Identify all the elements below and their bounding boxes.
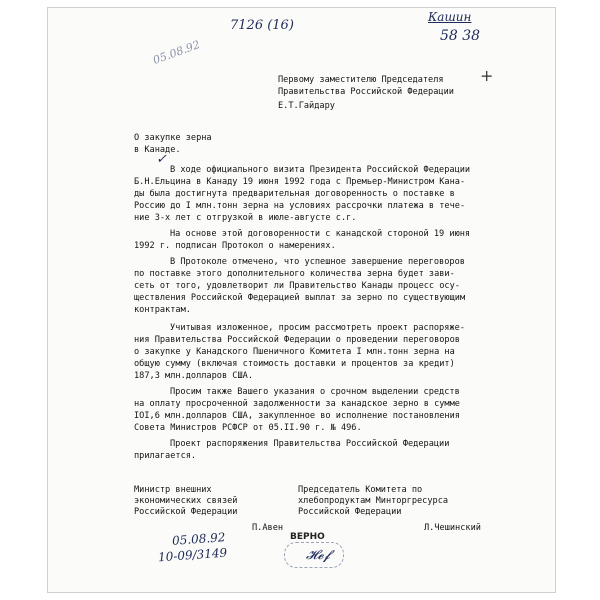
handwritten-top-right-note: Кашин — [428, 10, 472, 24]
signatory-title-left: экономических связей — [134, 496, 238, 506]
body-line: сеть от того, удовлетворит ли Правительство Канады процесс осу- — [134, 281, 460, 291]
body-line: На основе этой договоренности с канадской стороной 19 июня — [170, 229, 471, 239]
body-line: контрактам. — [134, 305, 191, 315]
addressee-line: Правительства Российской Федерации — [278, 87, 454, 97]
addressee-line: Первому заместителю Председателя — [278, 75, 444, 85]
signatory-title-right: Российской Федерации — [298, 507, 402, 517]
signatory-title-right: хлебопродуктам Минторгресурса — [298, 496, 449, 506]
handwritten-archive-number: 7126 (16) — [230, 18, 294, 33]
body-line: Просим также Вашего указания о срочном выделении средств — [170, 387, 460, 397]
body-line: Россию до I млн.тонн зерна на условиях рассрочки платежа в тече- — [134, 201, 466, 211]
body-line: ние 3-х лет с отгрузкой в июле-августе с.г. — [134, 213, 357, 223]
handwritten-initials: 𝓗𝓮𝓯 — [306, 548, 330, 563]
body-line: ществления Российской Федерацией выплат за зерно по существующим — [134, 293, 466, 303]
signatory-title-right: Председатель Комитета по — [298, 485, 423, 495]
verified-stamp: ВЕРНО — [290, 532, 325, 542]
handwritten-top-right-number: 58 38 — [440, 28, 481, 44]
signatory-title-left: Российской Федерации — [134, 507, 238, 517]
handwritten-registration-number: 10-09/3149 — [157, 545, 228, 565]
body-line: 1992 г. подписан Протокол о намерениях. — [134, 241, 336, 251]
body-line: о закупке у Канадского Пшеничного Комитета I млн.тонн зерна на — [134, 347, 455, 357]
body-line: ды была достигнута предварительная договоренность о поставке в — [134, 189, 455, 199]
body-line: на оплату просроченной задолженности за канадское зерно в сумме — [134, 399, 460, 409]
addressee-name: Е.Т.Гайдару — [278, 101, 335, 111]
body-line: ния Правительства Российской Федерации о проведении переговоров — [134, 335, 460, 345]
body-line: Б.Н.Ельцина в Канаду 19 июня 1992 года с Премьер-Министром Кана- — [134, 177, 466, 187]
body-line: В ходе официального визита Президента Российской Федерации — [170, 165, 471, 175]
subject-line: в Канаде. — [134, 145, 181, 155]
handwritten-check-mark: ✓ — [156, 152, 167, 167]
signatory-name-right: Л.Чешинский — [424, 523, 481, 533]
signatory-title-left: Министр внешних — [134, 485, 212, 495]
document-page — [48, 8, 555, 592]
subject-line: О закупке зерна — [134, 133, 212, 143]
body-line: Проект распоряжения Правительства Российской Федерации — [170, 439, 450, 449]
body-line: Совета Министров РСФСР от 05.II.90 г. № 496. — [134, 423, 362, 433]
handwritten-date-stamp: 05.08.92 — [151, 38, 202, 67]
body-line: по поставке этого дополнительного количества зерна будет зави- — [134, 269, 455, 279]
signatory-name-left: П.Авен — [252, 523, 284, 533]
body-line: IOI,6 млн.долларов США, закупленное во исполнение постановления — [134, 411, 460, 421]
body-line: прилагается. — [134, 451, 197, 461]
body-line: В Протоколе отмечено, что успешное завершение переговоров — [170, 257, 465, 267]
body-line: Учитывая изложенное, просим рассмотреть проект распоряже- — [170, 323, 465, 333]
handwritten-registration-date: 05.08.92 — [171, 530, 226, 548]
handwritten-corner-mark: + — [480, 66, 494, 85]
body-line: 187,3 млн.долларов США. — [134, 371, 253, 381]
body-line: общую сумму (включая стоимость доставки и процентов за кредит) — [134, 359, 455, 369]
